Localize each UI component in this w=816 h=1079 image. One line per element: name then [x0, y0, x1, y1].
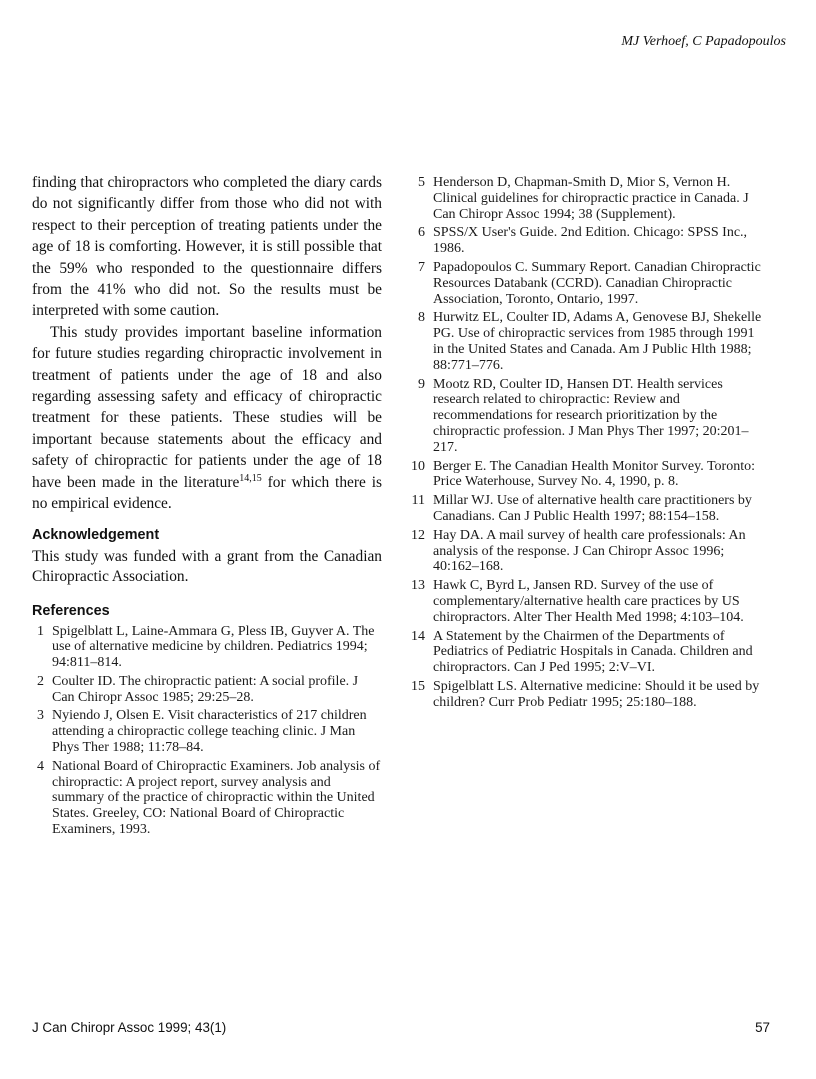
reference-text: Henderson D, Chapman-Smith D, Mior S, Vernon H. Clinical guidelines for chiropractic practice in Canada. J Can Chiropr Assoc 1994; 38 (Supplement). — [433, 175, 749, 222]
running-head: MJ Verhoef, C Papadopoulos — [621, 34, 786, 49]
right-column — [407, 172, 763, 714]
reference-item — [407, 175, 763, 222]
reference-number: 1 — [37, 623, 44, 639]
acknowledgement-text: This study was funded with a grant from the Canadian Chiropractic Association. — [32, 547, 382, 585]
reference-text: Papadopoulos C. Summary Report. Canadian Chiropractic Resources Databank (CCRD). Canadian Chiropractic Association, Toronto, Ontario, 1997. — [433, 259, 761, 307]
reference-text: Spigelblatt LS. Alternative medicine: Should it be used by children? Curr Prob Pediatr 1995; 25:180–188. — [433, 678, 760, 710]
reference-text: Millar WJ. Use of alternative health care practitioners by Canadians. Can J Public Health 1997; 88:154–158. — [433, 493, 752, 524]
reference-item — [407, 260, 763, 307]
reference-text: A Statement by the Chairmen of the Departments of Pediatrics of Pediatric Hospitals in Canada. Children and chiropractors. Can J Ped 1995; 2:V–VI. — [433, 628, 753, 676]
reference-item — [407, 225, 763, 257]
reference-number: 15 — [411, 678, 425, 694]
body-text: for which there is no empirical evidence. — [32, 473, 382, 513]
left-column — [32, 172, 382, 841]
reference-item — [32, 708, 382, 755]
citation-superscript: 14,15 — [239, 472, 262, 484]
reference-number: 5 — [418, 175, 425, 190]
reference-item — [32, 759, 382, 838]
reference-number: 10 — [411, 458, 425, 474]
reference-item — [407, 459, 763, 491]
reference-item — [32, 624, 382, 671]
reference-number: 6 — [418, 225, 425, 241]
reference-item — [407, 310, 763, 373]
reference-text: Mootz RD, Coulter ID, Hansen DT. Health services research related to chiropractic: Review and recommendations for research prioritization by the chiropractic profession. J Man Phys Ther 1997; 20:201–217. — [433, 376, 749, 455]
body-paragraph: finding that chiropractors who completed the diary cards do not significantly differ from those who did not with respect to their perception of treating patients under the age of 18 is comforting. However, it is still possible that the 59% who responded to the questionnaire differs from the 41% who did not. So the results must be interpreted with some caution. — [32, 174, 382, 320]
reference-item — [407, 629, 763, 676]
reference-number: 12 — [411, 527, 425, 543]
reference-item — [407, 528, 763, 575]
reference-text: Spigelblatt L, Laine-Ammara G, Pless IB, Guyver A. The use of alternative medicine by children. Pediatrics 1994; 94:811–814. — [52, 623, 375, 671]
reference-text: Hawk C, Byrd L, Jansen RD. Survey of the use of complementary/alternative health care practices by US chiropractors. Alter Ther Health Med 1998; 4:103–104. — [433, 578, 744, 625]
reference-list-continued — [407, 175, 763, 711]
reference-number: 7 — [418, 259, 425, 275]
reference-number: 3 — [37, 708, 44, 724]
reference-number: 13 — [411, 578, 425, 594]
footer-journal-citation: J Can Chiropr Assoc 1999; 43(1) — [32, 1020, 227, 1035]
reference-list — [32, 624, 382, 838]
references-heading: References — [32, 602, 110, 619]
reference-item — [407, 679, 763, 711]
reference-text: SPSS/X User's Guide. 2nd Edition. Chicago: SPSS Inc., 1986. — [433, 225, 748, 257]
reference-item — [407, 377, 763, 456]
reference-text: Coulter ID. The chiropractic patient: A social profile. J Can Chiropr Assoc 1985; 29:25–28. — [52, 673, 359, 705]
reference-number: 4 — [37, 758, 44, 774]
footer-page-number: 57 — [755, 1020, 770, 1035]
reference-text: National Board of Chiropractic Examiners. Job analysis of chiropractic: A project report, survey analysis and summary of the practice of chiropractic within the United States. Greeley, CO: National Board of Chiropractic Examiners, 1993. — [52, 758, 381, 838]
reference-text: Hay DA. A mail survey of health care professionals: An analysis of the response. J Can Chiropr Assoc 1996; 40:162–168. — [433, 527, 746, 575]
reference-number: 11 — [411, 493, 425, 509]
reference-text: Hurwitz EL, Coulter ID, Adams A, Genovese BJ, Shekelle PG. Use of chiropractic services from 1985 through 1991 in the United States and Canada. Am J Public Hlth 1988; 88:771–776. — [433, 310, 762, 373]
reference-text: Berger E. The Canadian Health Monitor Survey. Toronto: Price Waterhouse, Survey No. 4, 1990, p. 8. — [433, 458, 755, 490]
reference-number: 14 — [411, 628, 425, 644]
reference-text: Nyiendo J, Olsen E. Visit characteristics of 217 children attending a chiropractic college teaching clinic. J Man Phys Ther 1988; 11:78–84. — [52, 708, 367, 756]
acknowledgement-heading: Acknowledgement — [32, 526, 160, 543]
reference-number: 8 — [418, 310, 425, 326]
body-paragraph — [32, 322, 382, 515]
reference-item — [407, 493, 763, 525]
reference-item — [32, 674, 382, 706]
reference-number: 9 — [418, 376, 425, 392]
reference-number: 2 — [37, 673, 44, 689]
body-text: This study provides important baseline information for future studies regarding chiropractic involvement in treatment of patients under the age of 18 and also regarding assessing safety and efficacy of chiropractic treatment for these patients. These studies will be important because statements about the efficacy and safety of chiropractic for patients under the age of 18 have been made in the literature — [32, 323, 382, 491]
reference-item — [407, 578, 763, 625]
